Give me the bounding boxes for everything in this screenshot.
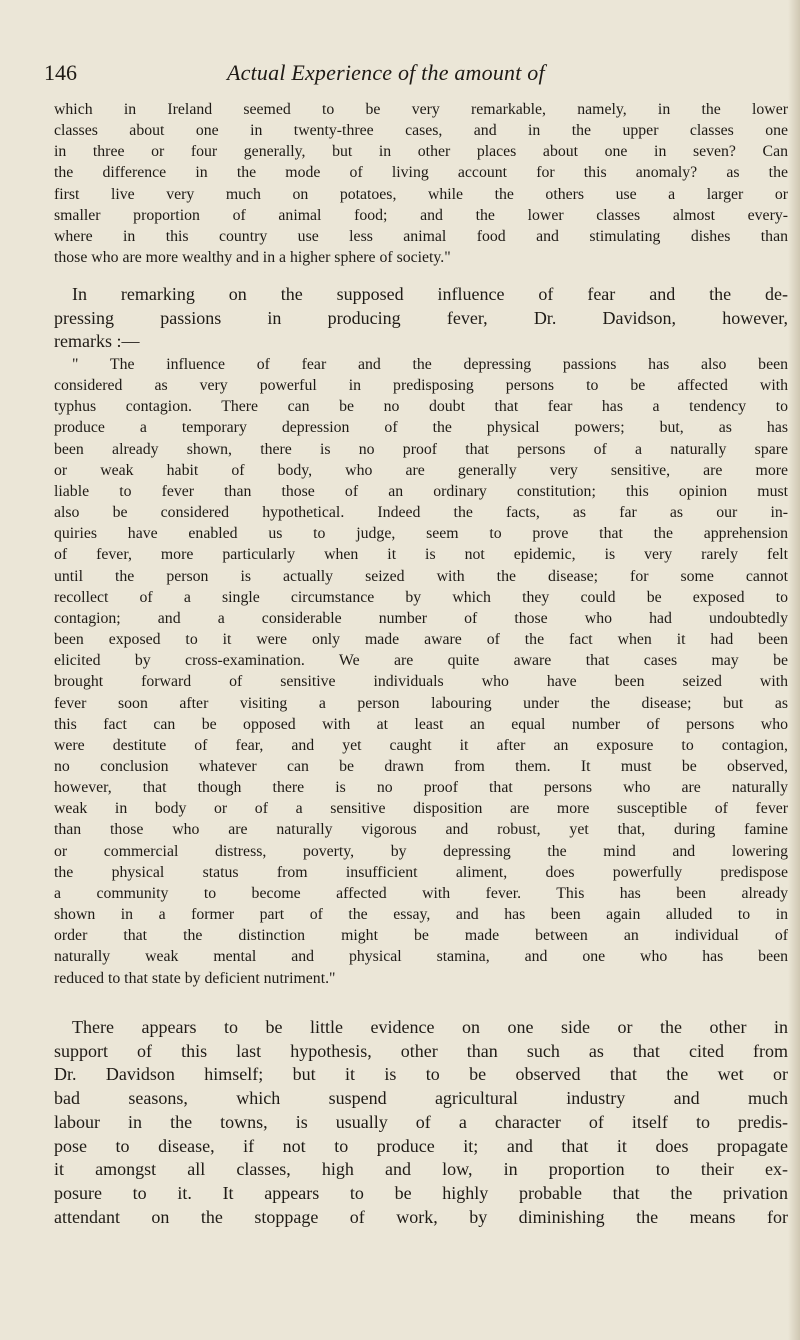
text-line: posure to it. It appears to be highly probable that the privation	[54, 1182, 788, 1203]
text-line: a community to become affected with fever. This has been already	[54, 884, 788, 902]
text-line: been already shown, there is no proof that persons of a naturally spare	[54, 440, 788, 458]
text-line: remarks :—	[54, 331, 140, 352]
page-header	[44, 60, 764, 90]
text-line: Dr. Davidson himself; but it is to be observed that the wet or	[54, 1064, 788, 1085]
text-line: liable to fever than those of an ordinary constitution; this opinion must	[54, 482, 788, 500]
text-line: produce a temporary depression of the physical powers; but, as has	[54, 419, 788, 437]
text-line: fever soon after visiting a person labouring under the disease; but as	[54, 694, 788, 712]
running-title: Actual Experience of the amount of	[227, 60, 545, 85]
text-line: bad seasons, which suspend agricultural industry and much	[54, 1088, 788, 1109]
text-line: quiries have enabled us to judge, seem to prove that the apprehension	[54, 525, 788, 543]
text-line: " The influence of fear and the depressing passions has also been	[72, 356, 788, 373]
text-line: where in this country use less animal food and stimulating dishes than	[54, 227, 788, 245]
text-line: the difference in the mode of living account for this anomaly? as the	[54, 164, 788, 182]
text-line: order that the distinction might be made between an individual of	[54, 927, 788, 945]
page-edge-shadow	[788, 0, 800, 1340]
text-line: or commercial distress, poverty, by depressing the mind and lowering	[54, 842, 788, 860]
paragraph-body-conclusion	[54, 1016, 788, 1229]
text-line: of fever, more particularly when it is not epidemic, is very rarely felt	[54, 546, 788, 564]
text-line: it amongst all classes, high and low, in proportion to their ex-	[54, 1159, 788, 1180]
text-line: were destitute of fear, and yet caught it after an exposure to contagion,	[54, 736, 788, 754]
text-line: first live very much on potatoes, while the others use a larger or	[54, 185, 788, 203]
text-line: There appears to be little evidence on one side or the other in	[72, 1017, 788, 1037]
text-line: labour in the towns, is usually of a character of itself to predis-	[54, 1111, 788, 1132]
text-line: reduced to that state by deficient nutriment."	[54, 969, 336, 987]
text-line: until the person is actually seized with the disease; for some cannot	[54, 567, 788, 585]
text-line: however, that though there is no proof that persons who are naturally	[54, 779, 788, 797]
text-line: considered as very powerful in predisposing persons to be affected with	[54, 377, 788, 395]
paragraph-body-intro	[54, 283, 788, 354]
text-line: naturally weak mental and physical stamina, and one who has been	[54, 948, 788, 966]
text-line: pose to disease, if not to produce it; and that it does propagate	[54, 1135, 788, 1156]
text-line: also be considered hypothetical. Indeed the facts, as far as our in-	[54, 504, 788, 522]
text-line: smaller proportion of animal food; and the lower classes almost every-	[54, 206, 788, 224]
paragraph-quote-continuation	[54, 99, 788, 268]
text-line: this fact can be opposed with at least an equal number of persons who	[54, 715, 788, 733]
text-line: which in Ireland seemed to be very remarkable, namely, in the lower	[54, 101, 788, 118]
text-line: shown in a former part of the essay, and has been again alluded to in	[54, 906, 788, 924]
text-line: In remarking on the supposed influence of fear and the de-	[72, 284, 788, 304]
text-line: the physical status from insufficient aliment, does powerfully predispose	[54, 863, 788, 881]
text-line: typhus contagion. There can be no doubt that fear has a tendency to	[54, 398, 788, 416]
paragraph-block-quotation	[54, 354, 788, 989]
page-number: 146	[44, 60, 77, 85]
text-line: or weak habit of body, who are generally very sensitive, are more	[54, 461, 788, 479]
text-line: pressing passions in producing fever, Dr. Davidson, however,	[54, 307, 788, 328]
text-line: classes about one in twenty-three cases, and in the upper classes one	[54, 122, 788, 140]
text-line: no conclusion whatever can be drawn from them. It must be observed,	[54, 757, 788, 775]
text-line: those who are more wealthy and in a higher sphere of society."	[54, 249, 451, 267]
text-line: elicited by cross-examination. We are quite aware that cases may be	[54, 652, 788, 670]
text-line: contagion; and a considerable number of those who had undoubtedly	[54, 609, 788, 627]
text-line: support of this last hypothesis, other than such as that cited from	[54, 1040, 788, 1061]
text-line: recollect of a single circumstance by which they could be exposed to	[54, 588, 788, 606]
text-line: attendant on the stoppage of work, by diminishing the means for	[54, 1206, 788, 1227]
text-line: in three or four generally, but in other places about one in seven? Can	[54, 143, 788, 161]
text-line: than those who are naturally vigorous and robust, yet that, during famine	[54, 821, 788, 839]
text-line: weak in body or of a sensitive disposition are more susceptible of fever	[54, 800, 788, 818]
text-line: brought forward of sensitive individuals who have been seized with	[54, 673, 788, 691]
text-line: been exposed to it were only made aware of the fact when it had been	[54, 631, 788, 649]
